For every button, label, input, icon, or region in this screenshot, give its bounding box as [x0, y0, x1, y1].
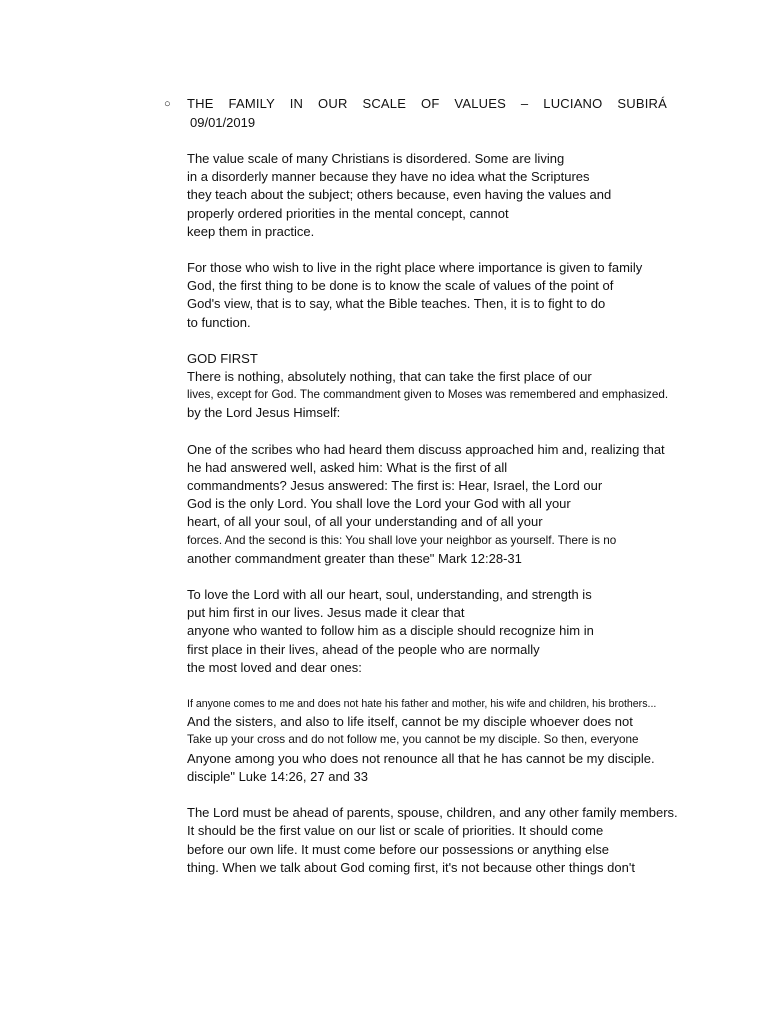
text-line: To love the Lord with all our heart, soul, understanding, and strength is — [187, 587, 592, 603]
text-line: thing. When we talk about God coming first, it's not because other things don't — [187, 859, 635, 875]
text-line: they teach about the subject; others because, even having the values and — [187, 187, 612, 203]
document-body — [187, 150, 747, 895]
paragraph-4 — [187, 441, 747, 568]
text-line: forces. And the second is this: You shall love your neighbor as yourself. There is no — [187, 533, 617, 547]
text-line: heart, of all your soul, of all your understanding and of all your — [187, 514, 543, 530]
text-line: he had answered well, asked him: What is the first of all — [187, 459, 508, 475]
text-line: Anyone among you who does not renounce all that he has cannot be my disciple. — [187, 750, 655, 766]
paragraph-7 — [187, 804, 747, 877]
text-line: another commandment greater than these" Mark 12:28-31 — [187, 550, 522, 566]
text-line: to function. — [187, 314, 251, 330]
text-line: commandments? Jesus answered: The first is: Hear, Israel, the Lord our — [187, 478, 603, 494]
text-line: God, the first thing to be done is to know the scale of values of the point of — [187, 278, 614, 294]
text-line: God's view, that is to say, what the Bible teaches. Then, it is to fight to do — [187, 296, 606, 312]
paragraph-2 — [187, 259, 747, 332]
text-line: the most loved and dear ones: — [187, 659, 362, 675]
text-line: anyone who wanted to follow him as a disciple should recognize him in — [187, 623, 594, 639]
paragraph-6 — [187, 695, 747, 786]
text-line: before our own life. It must come before our possessions or anything else — [187, 841, 609, 857]
text-line: The Lord must be ahead of parents, spouse, children, and any other family members. — [187, 805, 678, 821]
document-date: 09/01/2019 — [190, 115, 256, 130]
text-line: in a disorderly manner because they have no idea what the Scriptures — [187, 169, 590, 185]
text-line: It should be the first value on our list or scale of priorities. It should come — [187, 823, 604, 839]
circle-bullet-icon: ○ — [164, 98, 171, 110]
text-line: For those who wish to live in the right place where importance is given to family — [187, 260, 643, 276]
text-line: lives, except for God. The commandment given to Moses was remembered and emphasized. — [187, 388, 669, 402]
paragraph-5 — [187, 586, 747, 677]
text-line: The value scale of many Christians is disordered. Some are living — [187, 151, 565, 166]
text-line: Take up your cross and do not follow me, you cannot be my disciple. So then, everyone — [187, 733, 639, 747]
document-title: THE FAMILY IN OUR SCALE OF VALUES – LUCIANO SUBIRÁ — [187, 96, 667, 111]
text-line: disciple" Luke 14:26, 27 and 33 — [187, 768, 368, 784]
paragraph-3 — [187, 350, 747, 423]
section-heading: GOD FIRST — [187, 350, 258, 366]
paragraph-1 — [187, 150, 747, 241]
text-line: first place in their lives, ahead of the people who are normally — [187, 641, 540, 657]
text-line: There is nothing, absolutely nothing, that can take the first place of our — [187, 369, 592, 385]
text-line: And the sisters, and also to life itself, cannot be my disciple whoever does not — [187, 714, 633, 730]
text-line: keep them in practice. — [187, 223, 315, 239]
text-line: If anyone comes to me and does not hate his father and mother, his wife and children, his brothers... — [187, 698, 657, 711]
text-line: put him first in our lives. Jesus made it clear that — [187, 605, 465, 621]
text-line: God is the only Lord. You shall love the Lord your God with all your — [187, 496, 571, 512]
text-line: One of the scribes who had heard them discuss approached him and, realizing that — [187, 441, 665, 457]
text-line: by the Lord Jesus Himself: — [187, 405, 341, 421]
text-line: properly ordered priorities in the mental concept, cannot — [187, 205, 509, 221]
